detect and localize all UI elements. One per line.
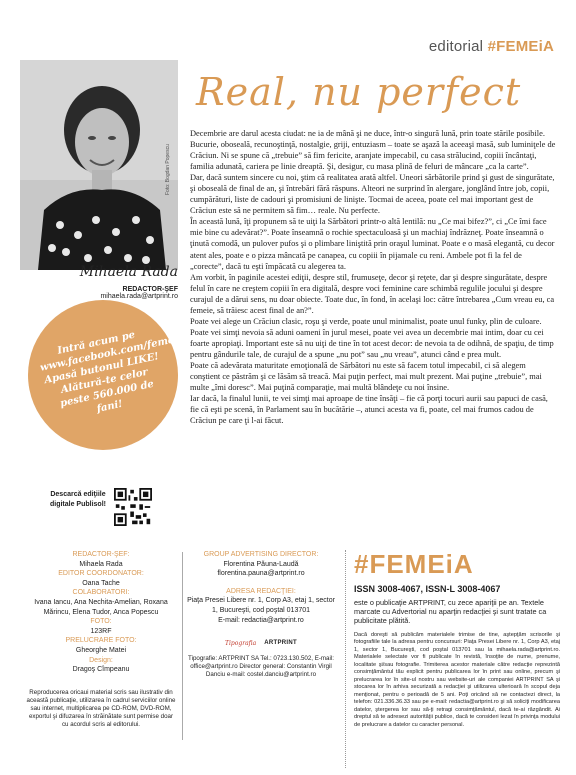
staff-value: Dragoş Cîmpeanu [72,666,130,674]
editorial-article [190,128,556,426]
portrait-illustration [20,60,178,270]
publication-logo: #FEMEiA [354,549,474,579]
artprint-logo: ARTPRINT [264,640,297,647]
contact-value: Florentina Păuna-Laudă [223,560,299,568]
editorial-title: Real, nu perfect [196,70,522,114]
copyright-note: Reproducerea oricaui material scris sau ilustrativ din această publicaţie, utilizarea în cadrul serviciilor online sau internet, multiplicarea pe CD-ROM, DVD-ROM, exportul şi difuzarea în străinătate sunt permise doar cu acordul scris al editorului. [26,688,176,728]
staff-value: Mihaela Rada [79,560,123,568]
author-signature: Mihaela Rada [79,264,178,280]
contact-value: Piaţa Presei Libere nr. 1, Corp A3, etaj 1, sector 1, Bucureşti, cod poştal 013701 [187,597,335,614]
staff-label: FOTO: [90,618,112,626]
article-paragraph: Dar, dacă suntem sincere cu noi, ştim că realitatea arată altfel. Uneori sărbătorile prind şi gust de singurătate, şi oboseală de final de an, şi întrebări fără răspuns. Alteori ne surprind în alergare, jonglând între job, copii, cumpărături, liste de cadouri şi promisiuni de linişte. Tocmai de aceea, poate cel mai important gest de Crăciun este să ne permitem să fim… reale. Nu perfecte. [190,173,555,216]
staff-value: Oana Tache [82,579,120,587]
facebook-promo-badge[interactable] [28,300,204,450]
contact-email[interactable]: E-mail: redactia@artprint.ro [218,616,304,624]
printer-logos [186,639,336,649]
staff-label: PRELUCRARE FOTO: [65,637,137,645]
contact-label: ADRESA REDACŢIEI: [226,587,296,595]
promo-text: Intră acum pe www.facebook.com/femeia.ro. Apasă butonul LIKE! Alătură-te celor peste 560.000 de fani! [39,328,204,415]
staff-label: REDACTOR-ŞEF: [72,551,130,558]
contact-label: GROUP ADVERTISING DIRECTOR: [203,551,319,558]
masthead-staff [26,550,176,729]
author-email[interactable]: mihaela.rada@artprint.ro [100,293,178,300]
masthead-publication [354,550,560,729]
staff-label: COLABORATORI: [72,589,130,597]
qr-label: Descarcă ediţiile digitale Publisol! [49,491,106,508]
staff-value: 123RF [90,627,112,635]
staff-value: Gheorghe Matei [75,646,127,654]
issn-line: ISSN 3008-4067, ISSN-L 3008-4067 [354,584,501,594]
article-paragraph: Iar dacă, la finalul lunii, te vei simţi mai aproape de tine însăţi – fie că porţi tocuri aurii sau papuci de casă, fie că eşti pe scenă, în Parlament sau în bucătărie –, atunci acesta va fi, poate, cel mai frumos cadou de Crăciun pe care ţi l-ai făcut. [190,394,548,426]
page-header [429,38,554,55]
section-label: editorial [428,38,484,55]
article-paragraph: Am vorbit, în paginile acestei ediţii, despre stil, frumuseţe, decor şi reţete, dar şi despre singurătate, despre felul în care ne creştem copiii în era digitală, despre voci feminine care schimbă regulile jocului şi despre curajul de a dărui sens, nu doar obiecte. Toate duc, în fond, în acelaşi loc: către întrebarea „Cum vreau eu, ca femeie, să trăiesc acest final de an?”. [190,272,555,315]
author-photo [20,60,178,270]
article-paragraph: Poate că adevărata maturitate emoţională de Sărbători nu este să facem totul impecabil, ci să alegem conştient ce păstrăm şi ce lăsăm să treacă. Mai puţin perfect, mai mult prezent. Mai puţine „trebuie”, mai multe „îmi doresc”. Mai puţină comparaţie, mai multă blândeţe cu noi însine. [190,360,542,393]
masthead [0,536,576,775]
tipografia-logo: Tipografia [225,640,257,648]
masthead-contact [186,550,336,679]
article-paragraph: Poate vei alege un Crăciun clasic, roşu şi verde, poate unul minimalist, poate unul funky, plin de culoare. Poate vei simţi nevoia să aduni oameni în jurul mesei, poate vei avea un decembrie mai intim, doar cu cei foarte apropiaţi. Important este să nu uiţi de tine în tot acest decor: de nevoia ta de odihnă, de spaţiu, de timp pentru gândurile tale, de curajul de a spune „nu pot” sau „nu vreau”, atunci când e prea mult. [190,316,554,359]
staff-label: Design: [89,656,113,664]
staff-label: EDITOR COORDONATOR: [58,570,144,578]
article-paragraph: Decembrie are darul acesta ciudat: ne ia de mână şi ne duce, într-o singură lună, prin toate stările posibile. Bucurie, oboseală, recunoştinţă, nostalgie, griji, entuziasm – toate se aşază la aceeaşi masă, sub luminiţele de Crăciun. Ni se spune că „trebuie” să fim fericite, aranjate impecabil, cu casa strălucind, copiii încântaţi, familia adunată, cariera pe linie dreaptă. Şi, desigur, cu masa plină de feluri de mâncare „ca la carte”. [190,129,556,172]
author-role: REDACTOR-ŞEF [122,286,178,293]
publication-about: este o publicaţie ARTPRINT, cu zece apariţii pe an. Textele marcate cu Advertorial nu aparţin redacţiei şi sunt tratate ca publicitate plătită. [354,598,547,626]
brand-label: #FEMEiA [487,38,554,55]
staff-value: Ivana Iancu, Ana Nechita-Amelian, Roxana Mărincu, Elena Tudor, Anca Popescu [34,598,168,616]
author-block [20,264,178,300]
printer-info: Tipografie: ARTPRINT SA Tel.: 0723.130.502, E-mail: office@artprint.ro Director general: Constantin Virgil Danciu e-mail: costel.danciu@artprint.ro [188,654,334,678]
photo-credit: Foto: Bogdan Popescu [165,144,171,195]
contact-email[interactable]: florentina.pauna@artprint.ro [217,570,305,578]
article-paragraph: În această lună, îţi propunem să te uiţi la Sărbători printr-o altă lentilă: nu „Ce mai bifez?”, ci „Ce îmi face mie bine cu adevărat?”. Poate înseamnă o rochie spectaculoasă şi un machiaj îndrăzneţ. Poate înseamnă o ţinută comodă, un pulover pufos şi o plimbare liniştită prin oraşul luminat. Poate e o masă elegantă, cu decor atent ales, poate e o pizza mâncată pe canapea, cu copiii în pijamale cu reni. Ambele pot fi la fel de „corecte”, dacă tu eşti împăcată cu alegerea ta. [190,217,555,271]
column-divider [182,552,183,740]
qr-code-icon[interactable] [114,488,152,526]
column-divider [345,550,346,768]
legal-notice: Dacă doreşti să publicăm materialele trimise de tine, aştepţăm scrisorile şi fotografiile tale la adresa pentru concursuri: Piaţa Presei Libere nr. 1, Corp A3, etaj 1, sector 1, Bucureşti, cod poştal 013701 sau la mihaela.rada@artprint.ro. Materialele selectate vor fi publicate în revistă, însoţite de nume, prenume, localitate şi/sau fotografie. Trimiterea acestor materiale către redacţie reprezintă consimţământul tău explicit pentru publicarea lor în print sau online, precum şi prelucrarea lor în site-ul nostru sau website-uri ale companiei ARTPRINT SA şi stocarea lor în arhiva securizată a redacţiei şi utilizarea ulterioară în scopul deja menţionat, pentru o perioadă de 5 ani. Poţi oricând să ne contactezi direct, la telefon: 021.336.36.33 sau pe e-mail: redactia@artprint.ro şi să soliciţi modificarea datelor, ştergerea lor sau să-ţi retragi consimţământul, dacă te-ai răzgândit. Ai dreptul să te adresezi autorităţii publice, dacă te consideri lezat în privinţa modului de prelucrare a datelor cu caracter personal. [354,631,560,728]
